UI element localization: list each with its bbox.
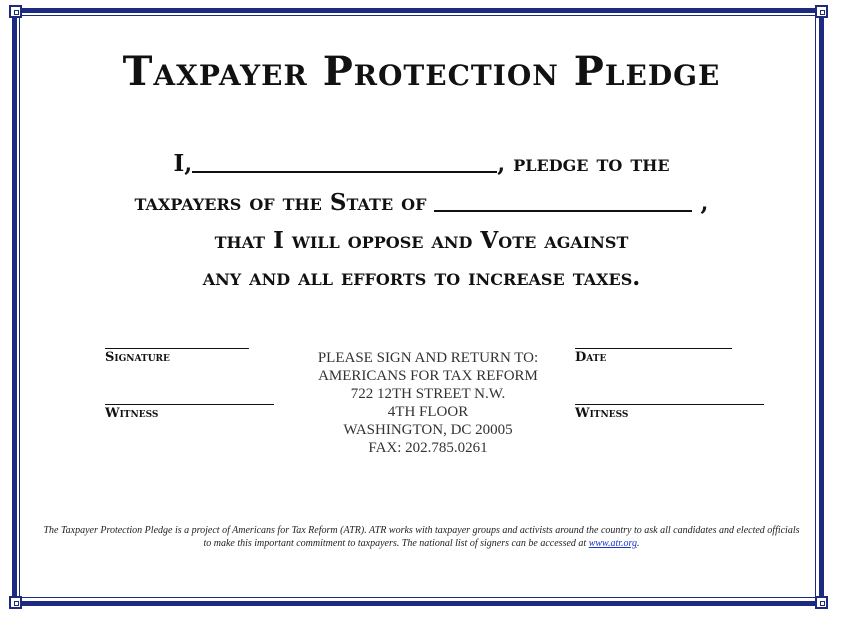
footnote-text: The Taxpayer Protection Pledge is a project of Americans for Tax Reform (ATR). ATR works with taxpayer groups and activists around the country to ask all candidates and elected officials to make this important commitment to taxpayers. The national list of signers can be accessed at [43,525,800,549]
pledge-line-1-end: , pledge to the [497,150,670,177]
atr-website-link[interactable]: www.atr.org [588,538,638,549]
pledge-line-1-start: I, [173,150,193,177]
pledge-line-2-end: , [692,189,709,216]
witness-left-line[interactable] [105,404,274,405]
page-border-inner [19,15,816,598]
pledge-line-1 [0,150,843,177]
border-corner-bottom-right [815,596,828,609]
witness-right-line[interactable] [575,404,764,405]
pledge-line-4: any and all efforts to increase taxes. [202,264,641,291]
city-state-zip: WASHINGTON, DC 20005 [343,422,513,438]
fax-number: FAX: 202.785.0261 [368,440,488,456]
signature-label: Signature [105,350,170,365]
border-corner-top-left [9,5,22,18]
footnote [40,524,803,550]
organization-name: AMERICANS FOR TAX REFORM [318,368,538,384]
date-label: Date [575,350,607,365]
witness-right-label: Witness [575,406,629,421]
return-address [280,349,576,457]
witness-left-label: Witness [105,406,159,421]
border-corner-top-right [815,5,828,18]
pledge-line-2 [0,189,843,216]
date-line[interactable] [575,348,732,349]
floor: 4TH FLOOR [387,404,469,420]
footnote-end: . [637,538,640,549]
page-title: Taxpayer Protection Pledge [122,48,721,95]
pledge-line-3: that I will oppose and Vote against [214,227,629,254]
street-address: 722 12TH STREET N.W. [350,386,506,402]
state-blank[interactable] [434,190,692,212]
signature-line[interactable] [105,348,249,349]
return-instruction: PLEASE SIGN AND RETURN TO: [317,350,539,366]
name-blank[interactable] [192,151,497,173]
pledge-line-2-start: taxpayers of the State of [134,189,427,216]
border-corner-bottom-left [9,596,22,609]
